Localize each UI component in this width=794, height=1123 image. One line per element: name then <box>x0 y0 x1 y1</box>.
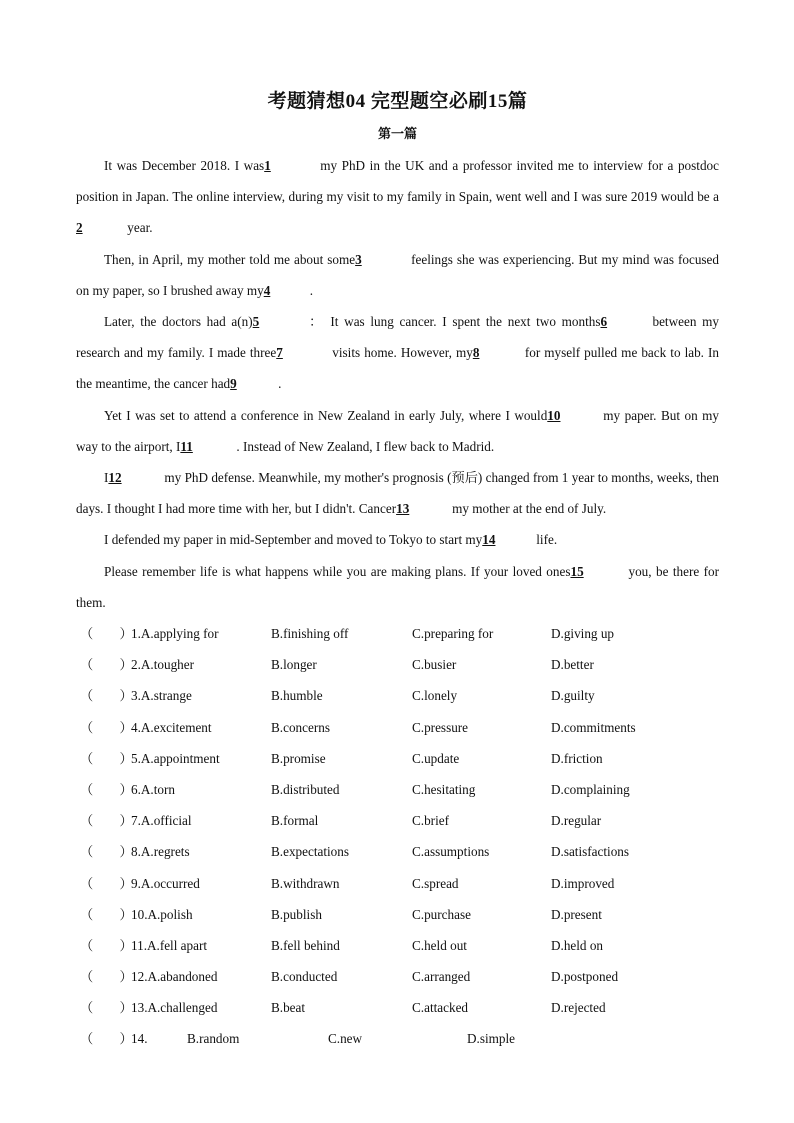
option-c: C.brief <box>412 813 449 829</box>
option-b: B.publish <box>271 906 322 922</box>
text: you, be there for them. <box>76 563 719 610</box>
text: my paper. But on my way to the airport, I <box>76 407 719 454</box>
text: visits home. However, my <box>332 345 473 361</box>
blank-9: 9 <box>230 376 237 392</box>
answer-paren: （ ） <box>80 657 133 673</box>
option-row <box>76 649 719 680</box>
option-d: D.simple <box>467 1031 515 1047</box>
blank-7: 7 <box>276 345 283 361</box>
passage-paragraph-3 <box>76 306 719 400</box>
option-b: B.fell behind <box>271 937 340 953</box>
blank-1: 1 <box>264 158 271 173</box>
passage-paragraph-5 <box>76 462 719 524</box>
answer-paren: （ ） <box>80 937 133 953</box>
option-d: D.postponed <box>551 969 619 985</box>
option-d: D.held on <box>551 937 604 953</box>
option-b: B.formal <box>271 813 319 829</box>
option-c: C.busier <box>412 657 457 673</box>
blank-4: 4 <box>263 282 271 298</box>
option-b: B.distributed <box>271 781 340 797</box>
option-c: C.purchase <box>412 906 471 922</box>
option-row <box>76 805 719 836</box>
text: feelings she was experiencing. But my mind was focused on my paper, so I brushed away my <box>76 251 719 298</box>
passage-paragraph-7 <box>76 556 719 618</box>
option-b: B.beat <box>271 1000 306 1016</box>
answer-paren: （ ） <box>80 688 133 704</box>
option-a: 9.A.occurred <box>131 875 200 891</box>
text: . <box>309 282 314 298</box>
answer-paren: （ ） <box>80 719 133 735</box>
option-d: D.friction <box>551 750 603 766</box>
passage-paragraph-1 <box>76 150 719 244</box>
text: my PhD defense. Meanwhile, my mother's prognosis (预后) changed from 1 year to months, weeks, then days. I thought I had more time with her, but I didn't. Cancer <box>76 470 719 517</box>
option-a: 10.A.polish <box>131 906 193 922</box>
passage-paragraph-4 <box>76 400 719 462</box>
blank-14: 14 <box>482 532 496 548</box>
worksheet-page <box>76 86 719 1055</box>
text: Yet I was set to attend a conference in New Zealand in early July, where I would <box>104 407 548 423</box>
option-c: C.preparing for <box>412 626 494 642</box>
option-d: D.satisfactions <box>551 844 630 860</box>
option-a: 1.A.applying for <box>131 626 219 642</box>
page-title: 考题猜想04 完型题空必刷15篇 <box>267 91 528 112</box>
option-row <box>76 1023 719 1054</box>
option-a: 3.A.strange <box>131 688 192 704</box>
option-d: D.rejected <box>551 1000 606 1016</box>
option-d: D.improved <box>551 875 615 891</box>
passage-subtitle: 第一篇 <box>377 126 417 141</box>
option-d: D.guilty <box>551 688 595 704</box>
option-c: C.arranged <box>412 969 471 985</box>
option-a: 14. <box>131 1031 148 1047</box>
answer-paren: （ ） <box>80 626 133 642</box>
option-c: C.update <box>412 750 460 766</box>
blank-13: 13 <box>396 501 410 517</box>
option-d: D.complaining <box>551 781 630 797</box>
option-c: C.hesitating <box>412 781 476 797</box>
passage-paragraph-6 <box>76 524 719 555</box>
option-d: D.better <box>551 657 594 673</box>
option-row <box>76 712 719 743</box>
option-c: C.held out <box>412 937 467 953</box>
text: Please remember life is what happens while you are making plans. If your loved ones <box>104 563 571 579</box>
option-c: C.pressure <box>412 719 469 735</box>
text: for myself pulled me back to lab. In the meantime, the cancer had <box>76 345 720 392</box>
option-c: C.assumptions <box>412 844 490 860</box>
answer-paren: （ ） <box>80 969 133 985</box>
blank-11: 11 <box>180 438 193 454</box>
option-row <box>76 743 719 774</box>
text: my PhD in the UK and a professor invited me to interview for a postdoc position in Japan. The online interview, during my visit to my family in Spain, went well and I was sure 2019 would be a <box>76 158 719 205</box>
answer-paren: （ ） <box>80 750 133 766</box>
blank-8: 8 <box>472 345 480 361</box>
text: life. <box>536 532 558 548</box>
answer-paren: （ ） <box>80 1000 133 1016</box>
text: year. <box>127 220 153 236</box>
option-b: B.conducted <box>271 969 338 985</box>
blank-10: 10 <box>547 407 561 423</box>
passage-paragraph-2 <box>76 244 719 306</box>
option-a: 13.A.challenged <box>131 1000 218 1016</box>
text: . <box>278 376 282 392</box>
option-a: 6.A.torn <box>131 781 175 797</box>
answer-paren: （ ） <box>80 781 133 797</box>
option-row <box>76 930 719 961</box>
option-row <box>76 992 719 1023</box>
text: It was December 2018. I was <box>104 158 265 173</box>
option-c: C.lonely <box>412 688 458 704</box>
blank-3: 3 <box>355 251 362 267</box>
blank-6: 6 <box>600 314 608 330</box>
text: I <box>104 470 109 486</box>
option-b: B.finishing off <box>271 626 349 642</box>
option-d: D.regular <box>551 813 602 829</box>
option-a: 11.A.fell apart <box>131 937 208 953</box>
text: ： It was lung cancer. I spent the next two months <box>306 314 601 330</box>
text: . Instead of New Zealand, I flew back to Madrid. <box>236 438 495 454</box>
option-row <box>76 868 719 899</box>
option-a: 4.A.excitement <box>131 719 212 735</box>
option-b: B.withdrawn <box>271 875 340 891</box>
option-b: B.promise <box>271 750 326 766</box>
blank-5: 5 <box>252 314 260 330</box>
blank-2: 2 <box>76 220 83 236</box>
option-d: D.giving up <box>551 626 615 642</box>
answer-paren: （ ） <box>80 875 133 891</box>
option-a: 12.A.abandoned <box>131 969 218 985</box>
option-b: B.random <box>187 1031 240 1047</box>
option-b: B.longer <box>271 657 317 673</box>
option-row <box>76 680 719 711</box>
option-c: C.spread <box>412 875 459 891</box>
option-a: 8.A.regrets <box>131 844 190 860</box>
answer-paren: （ ） <box>80 813 133 829</box>
option-a: 5.A.appointment <box>131 750 220 766</box>
answer-paren: （ ） <box>80 844 133 860</box>
option-row <box>76 618 719 649</box>
option-c: C.attacked <box>412 1000 469 1016</box>
option-b: B.humble <box>271 688 323 704</box>
text: Later, the doctors had a(n) <box>104 314 253 330</box>
option-row <box>76 961 719 992</box>
blank-15: 15 <box>570 563 584 579</box>
text: my mother at the end of July. <box>452 501 607 517</box>
answer-paren: （ ） <box>80 906 133 922</box>
text: I defended my paper in mid-September and moved to Tokyo to start my <box>104 532 483 548</box>
option-a: 7.A.official <box>131 813 192 829</box>
option-row <box>76 899 719 930</box>
option-row <box>76 774 719 805</box>
blank-12: 12 <box>108 470 122 486</box>
option-c: C.new <box>328 1031 363 1047</box>
text: between my research and my family. I made three <box>76 314 719 361</box>
answer-options <box>76 618 719 1055</box>
answer-paren: （ ） <box>80 1031 133 1047</box>
option-d: D.commitments <box>551 719 636 735</box>
option-row <box>76 836 719 867</box>
option-a: 2.A.tougher <box>131 657 194 673</box>
option-d: D.present <box>551 906 602 922</box>
option-b: B.expectations <box>271 844 350 860</box>
option-b: B.concerns <box>271 719 330 735</box>
text: Then, in April, my mother told me about some <box>104 251 356 267</box>
